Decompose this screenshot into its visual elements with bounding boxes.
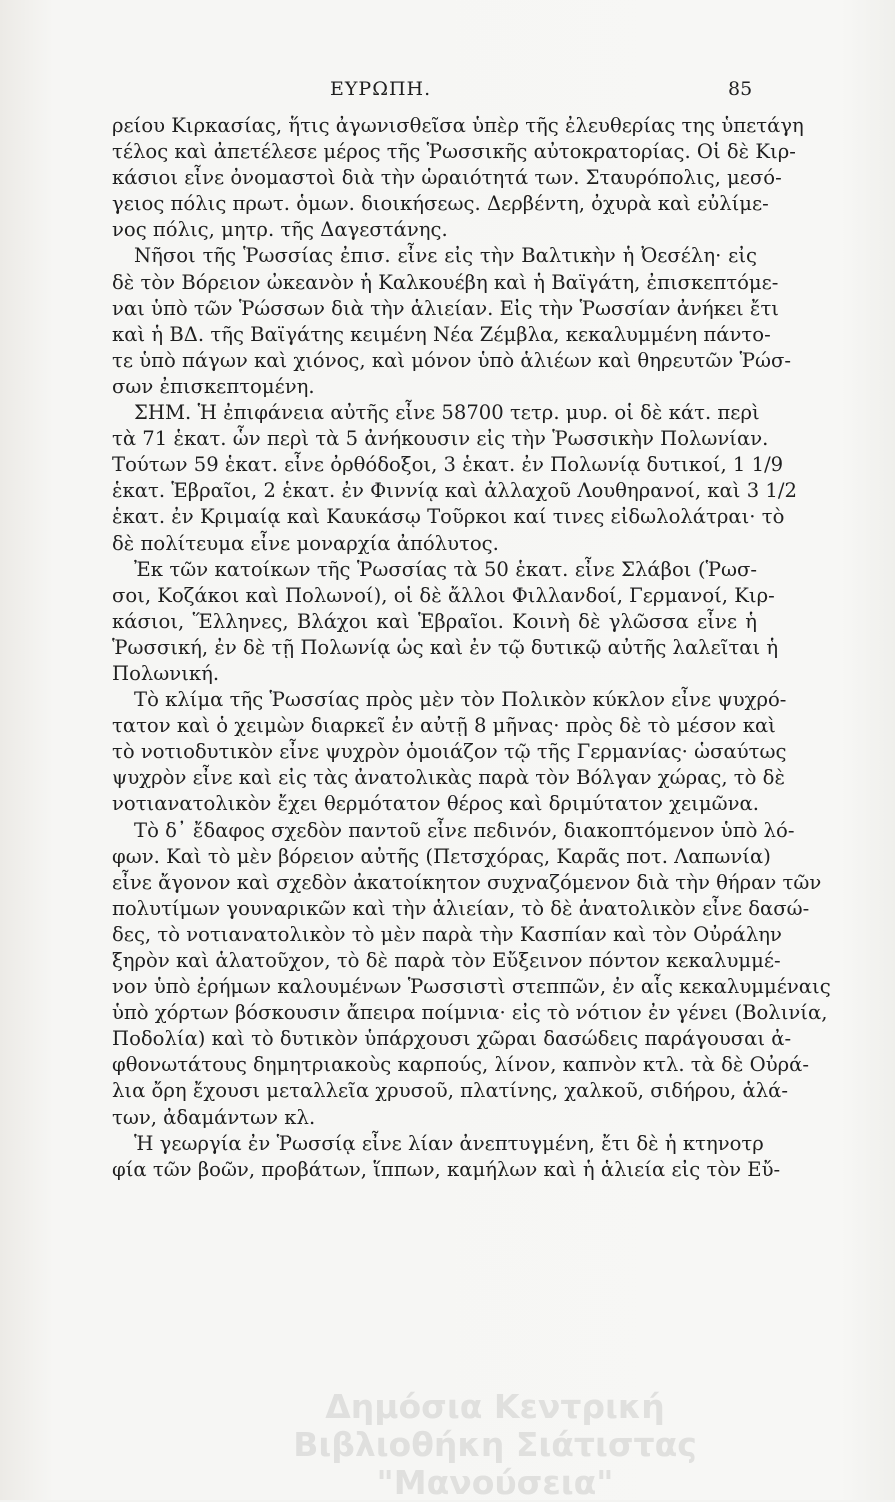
text-line: γειος πόλις πρωτ. ὁμων. διοικήσεως. Δερβέντη, ὀχυρὰ καὶ εὐλίμε-: [112, 192, 769, 216]
text-line: πολυτίμων γουναρικῶν καὶ τὴν ἁλιείαν, τὸ δὲ ἀνατολικὸν εἶνε δασώ-: [112, 896, 810, 920]
watermark-line-1: Δημόσια Κεντρική: [325, 1387, 665, 1426]
text-line: Νῆσοι τῆς Ῥωσσίας ἐπισ. εἶνε εἰς τὴν Βαλτικὴν ἡ Ὀεσέλη· εἰς: [134, 244, 757, 268]
text-line: τατον καὶ ὁ χειμὼν διαρκεῖ ἐν αὐτῇ 8 μῆνας· πρὸς δὲ τὸ μέσον καὶ: [112, 714, 776, 738]
text-line: δες, τὸ νοτιανατολικὸν τὸ μὲν παρὰ τὴν Κασπίαν καὶ τὸν Οὐράλην: [112, 922, 782, 946]
text-line: Ἡ γεωργία ἐν Ῥωσσίᾳ εἶνε λίαν ἀνεπτυγμένη, ἔτι δὲ ἡ κτηνοτρ: [134, 1131, 764, 1155]
running-title: ΕΥΡΩΠΗ.: [330, 78, 432, 100]
text-line: Πολωνική.: [112, 661, 220, 685]
text-line: σοι, Κοζάκοι καὶ Πολωνοί), οἱ δὲ ἄλλοι Φιλλανδοί, Γερμανοί, Κιρ-: [112, 583, 775, 607]
watermark-line-2: Βιβλιοθήκη Σιάτιστας "Μανούσεια": [293, 1425, 697, 1502]
body-text: [112, 113, 831, 1183]
text-line: ρείου Κιρκασίας, ἥτις ἀγωνισθεῖσα ὑπὲρ τῆς ἐλευθερίας της ὑπετάγη: [112, 114, 804, 137]
text-line: ΣΗΜ. Ἡ ἐπιφάνεια αὐτῆς εἶνε 58700 τετρ. μυρ. οἱ δὲ κάτ. περὶ: [134, 401, 760, 425]
text-line: νοτιανατολικὸν ἔχει θερμότατον θέρος καὶ δριμύτατον χειμῶνα.: [112, 792, 759, 816]
text-line: εἶνε ἄγονον καὶ σχεδὸν ἀκατοίκητον συχναζόμενον διὰ τὴν θήραν τῶν: [112, 870, 822, 894]
text-line: τε ὑπὸ πάγων καὶ χιόνος, καὶ μόνον ὑπὸ ἁλιέων καὶ θηρευτῶν Ῥώσ-: [112, 348, 791, 372]
text-line: τὰ 71 ἑκατ. ὧν περὶ τὰ 5 ἀνήκουσιν εἰς τὴν Ῥωσσικὴν Πολωνίαν.: [112, 427, 769, 451]
text-line: ναι ὑπὸ τῶν Ῥώσσων διὰ τὴν ἁλιείαν. Εἰς τὴν Ῥωσσίαν ἀνήκει ἔτι: [112, 296, 779, 320]
text-line: νος πόλις, μητρ. τῆς Δαγεστάνης.: [112, 218, 448, 242]
text-line: ἑκατ. ἐν Κριμαίᾳ καὶ Καυκάσῳ Τοῦρκοι καί τινες εἰδωλολάτραι· τὸ: [112, 505, 785, 529]
text-line: Τὸ δ᾽ ἔδαφος σχεδὸν παντοῦ εἶνε πεδινόν, διακοπτόμενον ὑπὸ λό-: [134, 818, 795, 842]
text-line: Ἐκ τῶν κατοίκων τῆς Ῥωσσίας τὰ 50 ἑκατ. εἶνε Σλάβοι (Ῥωσ-: [134, 557, 757, 581]
text-line: ἑκατ. Ἑβραῖοι, 2 ἑκατ. ἐν Φιννίᾳ καὶ ἀλλαχοῦ Λουθηρανοί, καὶ 3 1/2: [112, 479, 797, 503]
text-line: σων ἐπισκεπτομένη.: [112, 374, 315, 398]
text-line: κάσιοι εἶνε ὀνομαστοὶ διὰ τὴν ὡραιότητά των. Σταυρόπολις, μεσό-: [112, 166, 782, 190]
text-line: κάσιοι, Ἕλληνες, Βλάχοι καὶ Ἑβραῖοι. Κοινὴ δὲ γλῶσσα εἶνε ἡ: [112, 609, 757, 633]
text-line: ὑπὸ χόρτων βόσκουσιν ἄπειρα ποίμνια· εἰς τὸ νότιον ἐν γένει (Βολινία,: [112, 1001, 828, 1025]
text-line: των, ἀδαμάντων κλ.: [112, 1105, 316, 1129]
text-line: φθονωτάτους δημητριακοὺς καρπούς, λίνον, καπνὸν κτλ. τὰ δὲ Οὐρά-: [112, 1053, 809, 1077]
text-line: καὶ ἡ ΒΔ. τῆς Βαϊγάτης κειμένη Νέα Ζέμβλα, κεκαλυμμένη πάντο-: [112, 322, 771, 346]
text-line: τὸ νοτιοδυτικὸν εἶνε ψυχρὸν ὁμοιάζον τῷ τῆς Γερμανίας· ὡσαύτως: [112, 740, 787, 764]
text-line: λια ὄρη ἔχουσι μεταλλεῖα χρυσοῦ, πλατίνης, χαλκοῦ, σιδήρου, ἁλά-: [112, 1079, 788, 1103]
library-watermark: [200, 1388, 790, 1502]
text-line: Τὸ κλίμα τῆς Ῥωσσίας πρὸς μὲν τὸν Πολικὸν κύκλον εἶνε ψυχρό-: [134, 688, 787, 712]
page-header: [0, 78, 895, 108]
text-line: τέλος καὶ ἀπετέλεσε μέρος τῆς Ῥωσσικῆς αὐτοκρατορίας. Οἱ δὲ Κιρ-: [112, 140, 796, 164]
text-line: δὲ πολίτευμα εἶνε μοναρχία ἀπόλυτος.: [112, 531, 499, 555]
text-line: Τούτων 59 ἑκατ. εἶνε ὀρθόδοξοι, 3 ἑκατ. ἐν Πολωνίᾳ δυτικοί, 1 1/9: [112, 453, 784, 477]
text-line: δὲ τὸν Βόρειον ὠκεανὸν ἡ Καλκουέβη καὶ ἡ Βαϊγάτη, ἐπισκεπτόμε-: [112, 270, 779, 294]
page-number: 85: [728, 78, 753, 100]
text-line: φία τῶν βοῶν, προβάτων, ἵππων, καμήλων καὶ ἡ ἁλιεία εἰς τὸν Εὔ-: [112, 1157, 781, 1181]
text-line: ψυχρὸν εἶνε καὶ εἰς τὰς ἀνατολικὰς παρὰ τὸν Βόλγαν χώρας, τὸ δὲ: [112, 766, 785, 790]
text-line: Ποδολία) καὶ τὸ δυτικὸν ὑπάρχουσι χῶραι δασώδεις παράγουσαι ἀ-: [112, 1027, 792, 1051]
text-line: νον ὑπὸ ἐρήμων καλουμένων Ῥωσσιστὶ στεππῶν, ἐν αἷς κεκαλυμμέναις: [112, 975, 831, 999]
text-line: ξηρὸν καὶ ἁλατοῦχον, τὸ δὲ παρὰ τὸν Εὔξεινον πόντον κεκαλυμμέ-: [112, 949, 781, 972]
text-line: Ῥωσσική, ἐν δὲ τῇ Πολωνίᾳ ὡς καὶ ἐν τῷ δυτικῷ αὐτῆς λαλεῖται ἡ: [112, 635, 779, 659]
text-line: φων. Καὶ τὸ μὲν βόρειον αὐτῆς (Πετσχόρας, Καρᾶς ποτ. Λαπωνία): [112, 844, 771, 868]
